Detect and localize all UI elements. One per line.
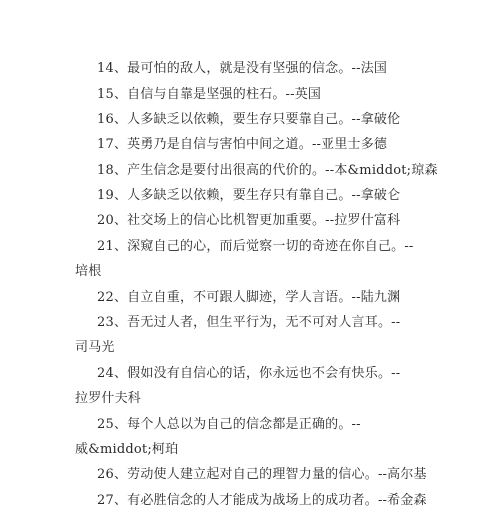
- quote-line-27: 27、有必胜信念的人才能成为战场上的成功者。--希金森: [97, 493, 427, 508]
- quote-line-14: 14、最可怕的敌人，就是没有坚强的信念。--法国: [97, 61, 388, 76]
- quote-line-18: 18、产生信念是要付出很高的代价的。--本&middot;琼森: [97, 163, 438, 178]
- quote-line-17: 17、英勇乃是自信与害怕中间之道。--亚里士多德: [97, 137, 388, 152]
- quote-line-20: 20、社交场上的信心比机智更加重要。--拉罗什富科: [97, 213, 401, 228]
- quote-line-24-cont: 拉罗什夫科: [75, 391, 142, 406]
- quote-line-25-cont: 威&middot;柯珀: [75, 442, 179, 457]
- quote-line-25: 25、每个人总以为自己的信念都是正确的。--: [97, 417, 361, 432]
- quote-line-15: 15、自信与自靠是坚强的柱石。--英国: [97, 87, 322, 102]
- quote-line-16: 16、人多缺乏以依赖，要生存只要靠自己。--拿破伦: [97, 112, 401, 127]
- quote-line-24: 24、假如没有自信心的话，你永远也不会有快乐。--: [97, 366, 401, 381]
- quote-line-21: 21、深窥自己的心，而后觉察一切的奇迹在你自己。--: [97, 239, 414, 254]
- quote-line-22: 22、自立自重，不可跟人脚迹，学人言语。--陆九渊: [97, 290, 401, 305]
- quote-line-26: 26、劳动使人建立起对自己的理智力量的信心。--高尔基: [97, 467, 427, 482]
- quote-line-23-cont: 司马光: [75, 340, 115, 355]
- quote-line-23: 23、吾无过人者，但生平行为，无不可对人言耳。--: [97, 315, 401, 330]
- quote-line-21-cont: 培根: [75, 264, 102, 279]
- quote-line-19: 19、人多缺乏以依赖，要生存只有靠自己。--拿破仑: [97, 188, 401, 203]
